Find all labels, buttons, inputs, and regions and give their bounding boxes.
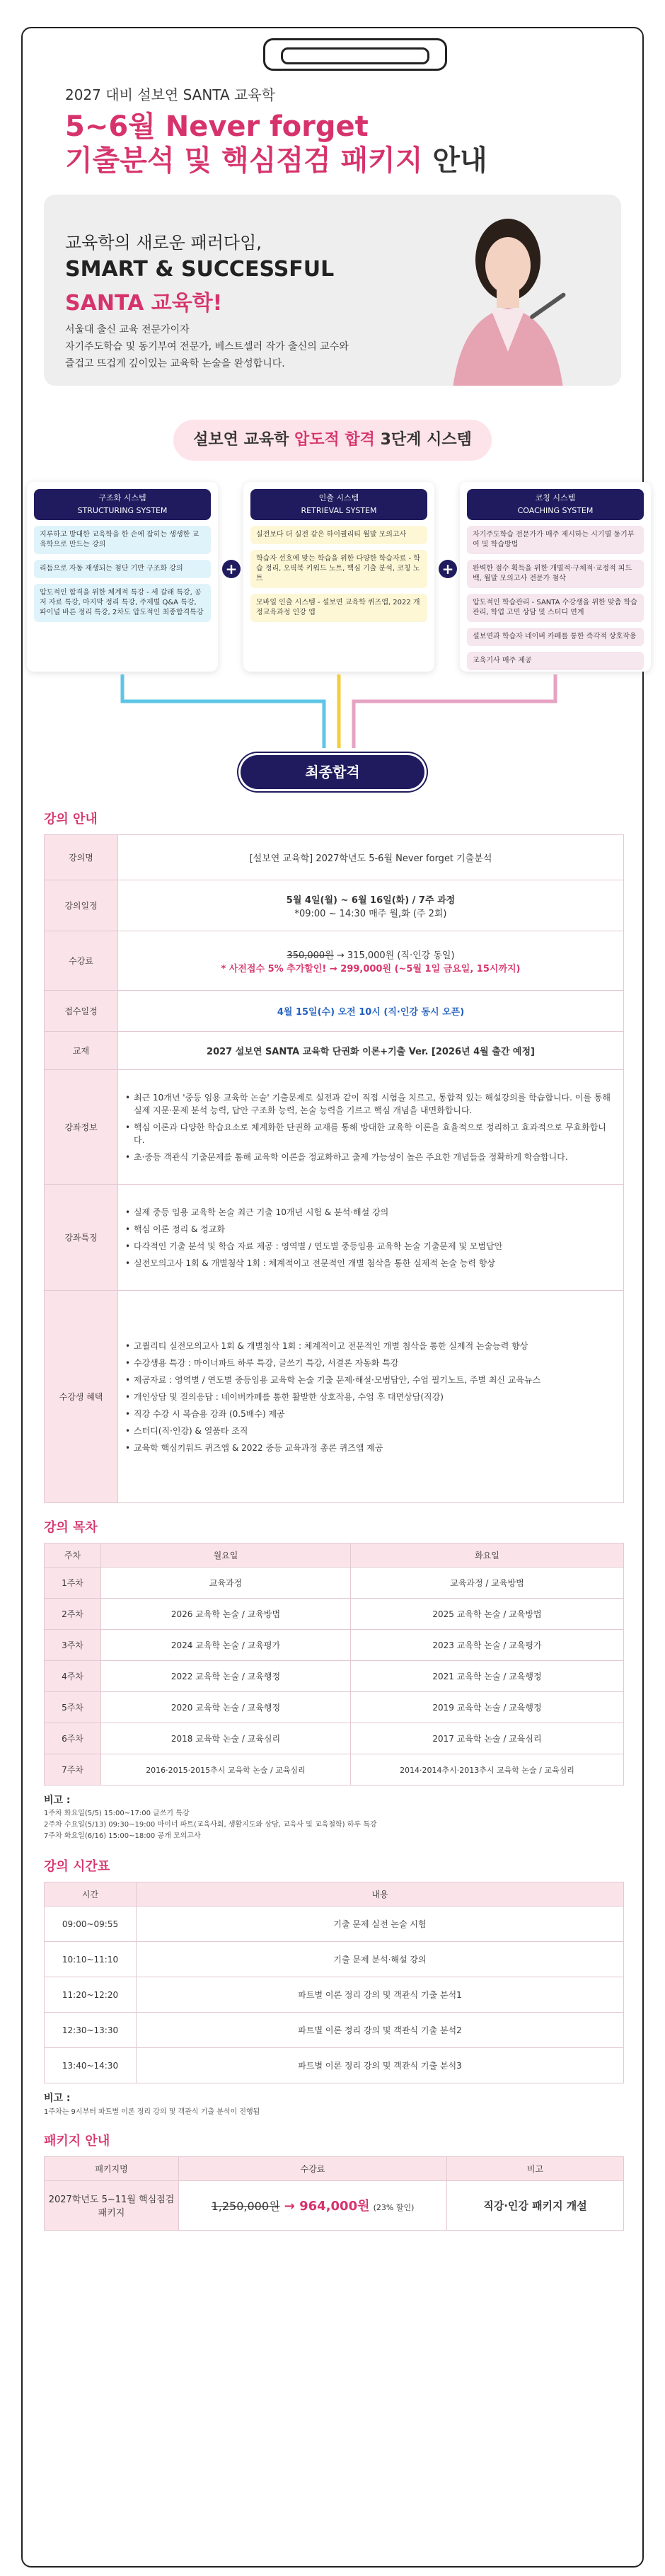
time-header: 시간 — [45, 1882, 137, 1907]
feature-item: • 다각적인 기출 분석 및 학습 자료 제공 : 영역별 / 연도별 중등임용 교육학 논술 기출문제 및 모범답안 — [125, 1240, 616, 1253]
info-key: 강의명 — [45, 835, 118, 880]
coaching-title: 코칭 시스템 — [535, 493, 576, 502]
info-key: 강좌정보 — [45, 1070, 118, 1185]
plan-tue: 2021 교육학 논술 / 교육행정 — [350, 1661, 623, 1692]
info-key: 수강생 혜택 — [45, 1291, 118, 1503]
intro-card — [44, 195, 621, 386]
info-key: 교재 — [45, 1032, 118, 1070]
schedule-line1: 5월 4일(월) ~ 6월 16일(화) / 7주 과정 — [286, 895, 456, 906]
hero-title-highlight: 기출분석 및 핵심점검 패키지 — [65, 144, 423, 177]
table-row — [45, 1630, 624, 1661]
benefit-item: • 개인상담 및 질의응답 : 네이버카페를 통한 활발한 상호작용, 수업 후 대면상담(직강) — [125, 1391, 616, 1403]
table-row — [45, 1754, 624, 1786]
coaching-subtitle: COACHING SYSTEM — [517, 506, 594, 515]
plan-week: 5주차 — [45, 1692, 101, 1723]
fee-new: → 315,000원 (직·인강 동일) — [333, 950, 455, 961]
info-fee — [118, 931, 624, 991]
plan-mon: 2024 교육학 논술 / 교육평가 — [101, 1630, 351, 1661]
plan-heading: 강의 목차 — [44, 1520, 98, 1535]
hero-title-line1: 5~6월 Never forget — [65, 110, 369, 143]
schedule-line2: *09:00 ~ 14:30 매주 월,화 (주 2회) — [294, 908, 447, 919]
info-schedule — [118, 880, 624, 931]
hero-title-line2 — [65, 144, 600, 178]
plan-note: 1주차 화요일(5/5) 15:00~17:00 글쓰기 특강 — [44, 1810, 190, 1818]
document-frame — [21, 27, 644, 2568]
plan-mon: 2026 교육학 논술 / 교육방법 — [101, 1599, 351, 1630]
table-row — [45, 1661, 624, 1692]
coaching-item: 완벽한 점수 획득을 위한 개별적·구체적·교정적 피드백, 월말 모의고사 전문가 첨삭 — [467, 560, 644, 588]
plan-header: 화요일 — [350, 1543, 623, 1568]
plan-tue: 2017 교육학 논술 / 교육심리 — [350, 1723, 623, 1754]
content-item: • 초·중등 객관식 기출문제를 통해 교육학 이론을 정교화하고 출제 가능성이 높은 주요한 개념들을 정확하게 학습합니다. — [125, 1151, 616, 1163]
time-content: 파트별 이론 정리 강의 및 객관식 기출 분석1 — [137, 1977, 624, 2013]
plan-tue: 2023 교육학 논술 / 교육평가 — [350, 1630, 623, 1661]
pkg-name: 2027학년도 5~11월 핵심점검 패키지 — [45, 2180, 179, 2230]
content-item: • 최근 10개년 '중등 임용 교육학 논술' 기출문제로 실전과 같이 직접 시험을 치르고, 통합적 있는 해설강의를 학습합니다. 이를 통해 실제 지문·문제 분석 능력, 답안 구조화 능력, 논술 능력을 기르고 핵심 개념을 내면화합니다. — [125, 1091, 616, 1117]
intro-line3: SANTA 교육학! — [65, 291, 223, 316]
time-slot: 12:30~13:30 — [45, 2013, 137, 2048]
info-key: 강의일정 — [45, 880, 118, 931]
plan-week: 4주차 — [45, 1661, 101, 1692]
intro-desc-3: 즐겁고 뜨겁게 깊이있는 교육학 논술을 완성합니다. — [65, 357, 285, 369]
time-heading: 강의 시간표 — [44, 1859, 110, 1875]
info-registration: 4월 15일(수) 오전 10시 (직·인강 동시 오픈) — [118, 991, 624, 1032]
intro-line1: 교육학의 새로운 패러다임, — [65, 233, 262, 253]
table-row — [45, 1942, 624, 1977]
time-slot: 10:10~11:10 — [45, 1942, 137, 1977]
pkg-remark: 직강·인강 패키지 개설 — [447, 2180, 624, 2230]
plan-tue: 2025 교육학 논술 / 교육방법 — [350, 1599, 623, 1630]
benefit-item: • 교육학 핵심키워드 퀴즈앱 & 2022 중등 교육과정 총론 퀴즈앱 제공 — [125, 1442, 616, 1454]
intro-desc-2: 자기주도학습 및 동기부여 전문가, 베스트셀러 작가 출신의 교수와 — [65, 340, 349, 352]
time-note-title: 비고 : — [44, 2093, 71, 2105]
time-table — [44, 1882, 624, 2083]
plan-notes — [44, 1793, 621, 1842]
benefit-item: • 수강생용 특강 : 마이너파트 하루 특강, 글쓰기 특강, 서결론 자동화 특강 — [125, 1357, 616, 1369]
time-notes — [44, 2091, 621, 2117]
coaching-item: 자기주도학습 전문가가 매주 제시하는 시기별 동기부여 및 학습방법 — [467, 526, 644, 554]
benefit-item: • 직강 수강 시 복습용 강좌 (0.5배수) 제공 — [125, 1408, 616, 1420]
pkg-price-new: → 964,000원 — [279, 2199, 370, 2214]
plan-week: 2주차 — [45, 1599, 101, 1630]
plan-mon: 2016·2015·2015추시 교육학 논술 / 교육심리 — [101, 1754, 351, 1786]
plan-week: 3주차 — [45, 1630, 101, 1661]
package-table — [44, 2156, 624, 2231]
retrieval-subtitle: RETRIEVAL SYSTEM — [301, 506, 377, 515]
system-title-pre: 설보연 교육학 — [193, 431, 295, 449]
plan-mon: 2018 교육학 논술 / 교육심리 — [101, 1723, 351, 1754]
time-content: 기출 문제 분석·해설 강의 — [137, 1942, 624, 1977]
plus-icon: + — [222, 560, 241, 578]
benefit-item: • 고퀄리티 실전모의고사 1회 & 개별첨삭 1회 : 체계적이고 전문적인 개별 첨삭을 통한 실제적 논술능력 향상 — [125, 1340, 616, 1352]
info-key: 강좌특징 — [45, 1185, 118, 1291]
plan-header: 월요일 — [101, 1543, 351, 1568]
plan-mon: 교육과정 — [101, 1568, 351, 1599]
fee-early: * 사전접수 5% 추가할인! → 299,000원 (~5월 1일 금요일, 15시까지) — [221, 963, 521, 974]
instructor-photo — [423, 210, 593, 386]
coaching-item: 교육기사 매주 제공 — [467, 652, 644, 670]
plan-week: 6주차 — [45, 1723, 101, 1754]
retrieval-item: 학습자 선호에 맞는 학습을 위한 다양한 학습자료 - 학습 정리, 오픽북 키워드 노트, 핵심 기출 분석, 코칭 노트 — [250, 550, 427, 588]
table-row — [45, 1599, 624, 1630]
pkg-header: 비고 — [447, 2156, 624, 2180]
plan-tue: 2014·2014추시·2013추시 교육학 논술 / 교육심리 — [350, 1754, 623, 1786]
intro-desc-1: 서울대 출신 교육 전문가이자 — [65, 324, 190, 335]
benefit-item: • 스터디(직·인강) & 열품타 조직 — [125, 1425, 616, 1437]
time-content: 파트별 이론 정리 강의 및 객관식 기출 분석3 — [137, 2048, 624, 2083]
info-name: [설보연 교육학] 2027학년도 5-6월 Never forget 기출분석 — [118, 835, 624, 880]
coaching-item: 압도적인 학습관리 - SANTA 수강생을 위한 맞춤 학습관리, 학업 고민 상담 및 스터디 연계 — [467, 594, 644, 622]
time-slot: 09:00~09:55 — [45, 1907, 137, 1942]
plan-table — [44, 1543, 624, 1786]
plan-tue: 2019 교육학 논술 / 교육행정 — [350, 1692, 623, 1723]
table-row — [45, 1692, 624, 1723]
system-title-post: 3단계 시스템 — [374, 431, 472, 449]
hero-subtitle: 2027 대비 설보연 SANTA 교육학 — [65, 86, 275, 103]
coaching-item: 설보연과 학습자 네이버 카페를 통한 즉각적 상호작용 — [467, 628, 644, 646]
structuring-item: 지루하고 방대한 교육학을 한 손에 잡히는 생생한 교육학으로 만드는 강의 — [34, 526, 211, 554]
table-row — [45, 1907, 624, 1942]
time-header: 내용 — [137, 1882, 624, 1907]
table-row — [45, 2180, 624, 2230]
structuring-item: 압도적인 합격을 위한 체계적 특강 - 세 갈래 특강, 공저 자료 특강, 마지막 정리 특강, 주제별 Q&A 특강, 파이널 바른 정리 특강, 2차도 압도적인 최종합격특강 — [34, 584, 211, 622]
table-row — [45, 2013, 624, 2048]
info-features — [118, 1185, 624, 1291]
hero-title-tail: 안내 — [422, 144, 487, 177]
table-row — [45, 2048, 624, 2083]
intro-line2: SMART & SUCCESSFUL — [65, 257, 335, 282]
benefit-item: • 제공자료 : 영역별 / 연도별 중등임용 교육학 논술 기출 문제·해설·모범답안, 수업 필기노트, 주별 최신 교육뉴스 — [125, 1374, 616, 1386]
intro-desc — [65, 322, 433, 372]
structuring-item: 리듬으로 자동 재생되는 첨단 기반 구조화 강의 — [34, 560, 211, 578]
plan-week: 7주차 — [45, 1754, 101, 1786]
fee-old: 350,000원 — [287, 950, 334, 961]
binder-clip — [263, 38, 447, 71]
pkg-price-discount: (23% 할인) — [373, 2203, 415, 2213]
info-content — [118, 1070, 624, 1185]
final-wrap — [23, 694, 642, 800]
feature-item: • 실전모의고사 1회 & 개별첨삭 1회 : 체계적이고 전문적인 개별 첨삭을 통한 실제적 논술 능력 향상 — [125, 1257, 616, 1270]
final-pass-badge: 최종합격 — [241, 755, 424, 789]
retrieval-title: 인출 시스템 — [318, 493, 359, 502]
system-title — [173, 420, 492, 461]
system-title-highlight: 압도적 합격 — [294, 431, 375, 449]
pkg-header: 패키지명 — [45, 2156, 179, 2180]
plan-week: 1주차 — [45, 1568, 101, 1599]
time-slot: 11:20~12:20 — [45, 1977, 137, 2013]
feature-item: • 실제 중등 임용 교육학 논술 최근 기출 10개년 시험 & 분석·해설 강의 — [125, 1206, 616, 1219]
time-slot: 13:40~14:30 — [45, 2048, 137, 2083]
plan-tue: 교육과정 / 교육방법 — [350, 1568, 623, 1599]
plan-note: 7주차 화요일(6/16) 15:00~18:00 공개 모의고사 — [44, 1832, 201, 1841]
plan-note: 2주차 수요일(5/13) 09:30~19:00 마이너 파트(교육사회, 생활지도와 상담, 교육사 및 교육철학) 하루 특강 — [44, 1821, 377, 1829]
time-note: 1주차는 9시부터 파트별 이론 정리 강의 및 객관식 기출 분석이 진행됨 — [44, 2108, 260, 2116]
structuring-title: 구조화 시스템 — [98, 493, 146, 502]
package-heading: 패키지 안내 — [44, 2133, 110, 2149]
plan-mon: 2022 교육학 논술 / 교육행정 — [101, 1661, 351, 1692]
info-textbook: 2027 설보연 SANTA 교육학 단권화 이론+기출 Ver. [2026년 4월 출간 예정] — [118, 1032, 624, 1070]
time-content: 파트별 이론 정리 강의 및 객관식 기출 분석2 — [137, 2013, 624, 2048]
table-row — [45, 1568, 624, 1599]
retrieval-item: 실전보다 더 실전 같은 하이퀄리티 월말 모의고사 — [250, 526, 427, 544]
plan-header: 주차 — [45, 1543, 101, 1568]
feature-item: • 핵심 이론 정리 & 정교화 — [125, 1223, 616, 1236]
plan-mon: 2020 교육학 논술 / 교육행정 — [101, 1692, 351, 1723]
plan-note-title: 비고 : — [44, 1795, 71, 1806]
table-row — [45, 1977, 624, 2013]
time-content: 기출 문제 실전 논술 시험 — [137, 1907, 624, 1942]
plus-icon: + — [439, 560, 457, 578]
structuring-subtitle: STRUCTURING SYSTEM — [77, 506, 168, 515]
retrieval-item: 모바일 인출 시스템 - 설보연 교육학 퀴즈앱, 2022 개정교육과정 인강 앱 — [250, 594, 427, 622]
info-table — [44, 834, 624, 1503]
system-diagram — [27, 482, 638, 694]
info-key: 접수일정 — [45, 991, 118, 1032]
table-row — [45, 1723, 624, 1754]
info-key: 수강료 — [45, 931, 118, 991]
pkg-price — [179, 2180, 447, 2230]
pkg-header: 수강료 — [179, 2156, 447, 2180]
info-benefits — [118, 1291, 624, 1503]
info-heading: 강의 안내 — [44, 812, 98, 827]
pkg-price-old: 1,250,000원 — [211, 2200, 280, 2214]
content-item: • 핵심 이론과 다양한 학습요소로 체계화한 단권화 교재를 통해 방대한 교육학 이론을 효율적으로 정리하고 효과적으로 무효화합니다. — [125, 1121, 616, 1146]
